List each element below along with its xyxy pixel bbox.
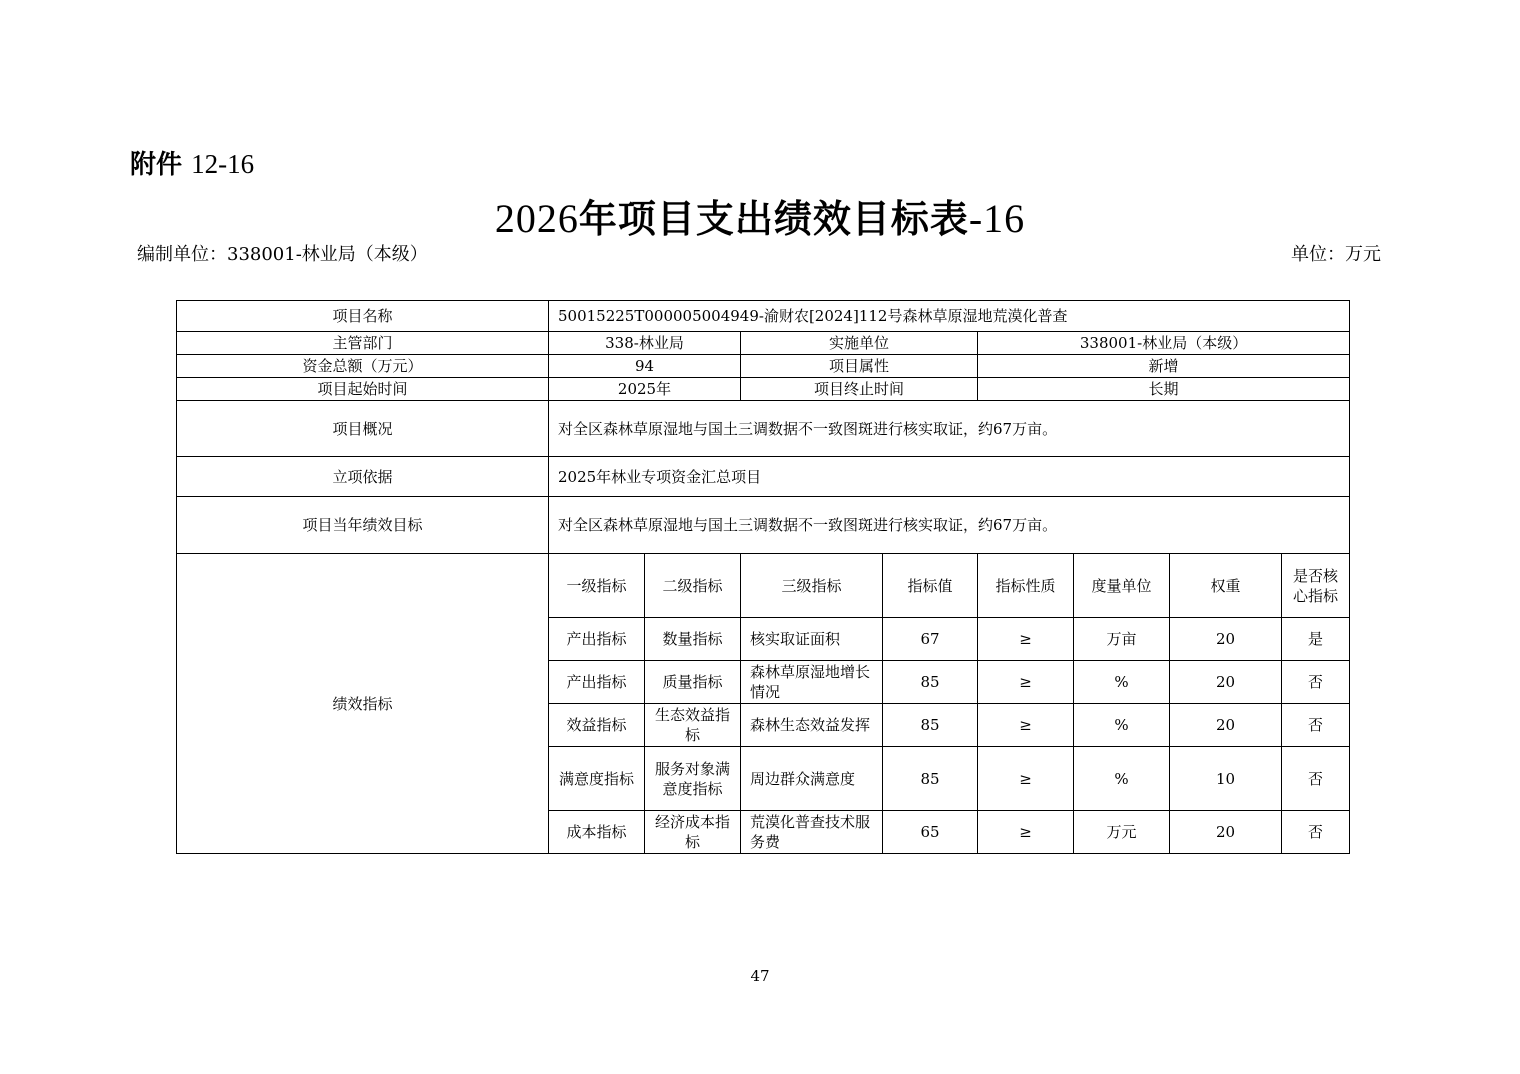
attr-value: 新增 bbox=[978, 355, 1350, 378]
cell-nature: ≥ bbox=[978, 811, 1074, 854]
cell-level2: 经济成本指标 bbox=[645, 811, 741, 854]
performance-table bbox=[176, 300, 1350, 854]
header-core: 是否核心指标 bbox=[1282, 554, 1350, 618]
start-value: 2025年 bbox=[549, 378, 741, 401]
cell-unit: % bbox=[1074, 704, 1170, 747]
indicator-header-row bbox=[177, 554, 1350, 618]
overview-value: 对全区森林草原湿地与国土三调数据不一致图斑进行核实取证，约67万亩。 bbox=[549, 401, 1350, 457]
cell-level3: 周边群众满意度 bbox=[741, 747, 883, 811]
cell-weight: 10 bbox=[1170, 747, 1282, 811]
cell-unit: 万亩 bbox=[1074, 618, 1170, 661]
impl-label: 实施单位 bbox=[741, 332, 978, 355]
table-row bbox=[177, 497, 1350, 554]
title-suffix: -16 bbox=[968, 196, 1026, 241]
goal-label: 项目当年绩效目标 bbox=[177, 497, 549, 554]
dept-value: 338-林业局 bbox=[549, 332, 741, 355]
page-title bbox=[0, 188, 1520, 243]
overview-label: 项目概况 bbox=[177, 401, 549, 457]
indicators-section-label: 绩效指标 bbox=[177, 554, 549, 854]
table-row bbox=[177, 457, 1350, 497]
cell-nature: ≥ bbox=[978, 747, 1074, 811]
cell-level3: 森林生态效益发挥 bbox=[741, 704, 883, 747]
header-level2: 二级指标 bbox=[645, 554, 741, 618]
table-row bbox=[177, 355, 1350, 378]
cell-value: 67 bbox=[883, 618, 978, 661]
project-name-label: 项目名称 bbox=[177, 301, 549, 332]
cell-level2: 数量指标 bbox=[645, 618, 741, 661]
cell-value: 85 bbox=[883, 747, 978, 811]
table-row bbox=[177, 301, 1350, 332]
end-label: 项目终止时间 bbox=[741, 378, 978, 401]
cell-core: 否 bbox=[1282, 661, 1350, 704]
cell-level2: 质量指标 bbox=[645, 661, 741, 704]
cell-level1: 产出指标 bbox=[549, 661, 645, 704]
cell-unit: 万元 bbox=[1074, 811, 1170, 854]
cell-value: 85 bbox=[883, 661, 978, 704]
cell-nature: ≥ bbox=[978, 661, 1074, 704]
fund-label: 资金总额（万元） bbox=[177, 355, 549, 378]
cell-nature: ≥ bbox=[978, 618, 1074, 661]
cell-level3: 核实取证面积 bbox=[741, 618, 883, 661]
table-row bbox=[177, 332, 1350, 355]
impl-value: 338001-林业局（本级） bbox=[978, 332, 1350, 355]
end-value: 长期 bbox=[978, 378, 1350, 401]
cell-level3: 荒漠化普查技术服务费 bbox=[741, 811, 883, 854]
cell-unit: % bbox=[1074, 661, 1170, 704]
cell-level3: 森林草原湿地增长情况 bbox=[741, 661, 883, 704]
cell-core: 是 bbox=[1282, 618, 1350, 661]
header-level1: 一级指标 bbox=[549, 554, 645, 618]
basis-label: 立项依据 bbox=[177, 457, 549, 497]
cell-level1: 满意度指标 bbox=[549, 747, 645, 811]
cell-value: 85 bbox=[883, 704, 978, 747]
cell-weight: 20 bbox=[1170, 618, 1282, 661]
project-name-value: 50015225T000005004949-渝财农[2024]112号森林草原湿地荒漠化普查 bbox=[549, 301, 1350, 332]
cell-weight: 20 bbox=[1170, 811, 1282, 854]
table-row bbox=[177, 401, 1350, 457]
cell-level1: 成本指标 bbox=[549, 811, 645, 854]
start-label: 项目起始时间 bbox=[177, 378, 549, 401]
fund-value: 94 bbox=[549, 355, 741, 378]
basis-value: 2025年林业专项资金汇总项目 bbox=[549, 457, 1350, 497]
title-year: 2026 bbox=[494, 196, 579, 241]
cell-core: 否 bbox=[1282, 704, 1350, 747]
goal-value: 对全区森林草原湿地与国土三调数据不一致图斑进行核实取证，约67万亩。 bbox=[549, 497, 1350, 554]
header-level3: 三级指标 bbox=[741, 554, 883, 618]
cell-core: 否 bbox=[1282, 747, 1350, 811]
cell-value: 65 bbox=[883, 811, 978, 854]
attachment-label bbox=[130, 144, 254, 181]
subheader bbox=[137, 240, 1381, 266]
currency-unit: 单位：万元 bbox=[1291, 244, 1381, 265]
table-row bbox=[177, 378, 1350, 401]
dept-label: 主管部门 bbox=[177, 332, 549, 355]
header-weight: 权重 bbox=[1170, 554, 1282, 618]
cell-weight: 20 bbox=[1170, 704, 1282, 747]
cell-nature: ≥ bbox=[978, 704, 1074, 747]
cell-level2: 生态效益指标 bbox=[645, 704, 741, 747]
attr-label: 项目属性 bbox=[741, 355, 978, 378]
page-number: 47 bbox=[750, 967, 770, 985]
header-value: 指标值 bbox=[883, 554, 978, 618]
attachment-label-text: 附件 bbox=[130, 150, 183, 180]
cell-level1: 效益指标 bbox=[549, 704, 645, 747]
attachment-number: 12-16 bbox=[191, 149, 255, 179]
header-unit: 度量单位 bbox=[1074, 554, 1170, 618]
cell-level2: 服务对象满意度指标 bbox=[645, 747, 741, 811]
cell-level1: 产出指标 bbox=[549, 618, 645, 661]
cell-core: 否 bbox=[1282, 811, 1350, 854]
header-nature: 指标性质 bbox=[978, 554, 1074, 618]
compiler-unit: 编制单位：338001-林业局（本级） bbox=[137, 244, 428, 265]
cell-unit: % bbox=[1074, 747, 1170, 811]
title-text: 年项目支出绩效目标表 bbox=[578, 197, 969, 241]
cell-weight: 20 bbox=[1170, 661, 1282, 704]
